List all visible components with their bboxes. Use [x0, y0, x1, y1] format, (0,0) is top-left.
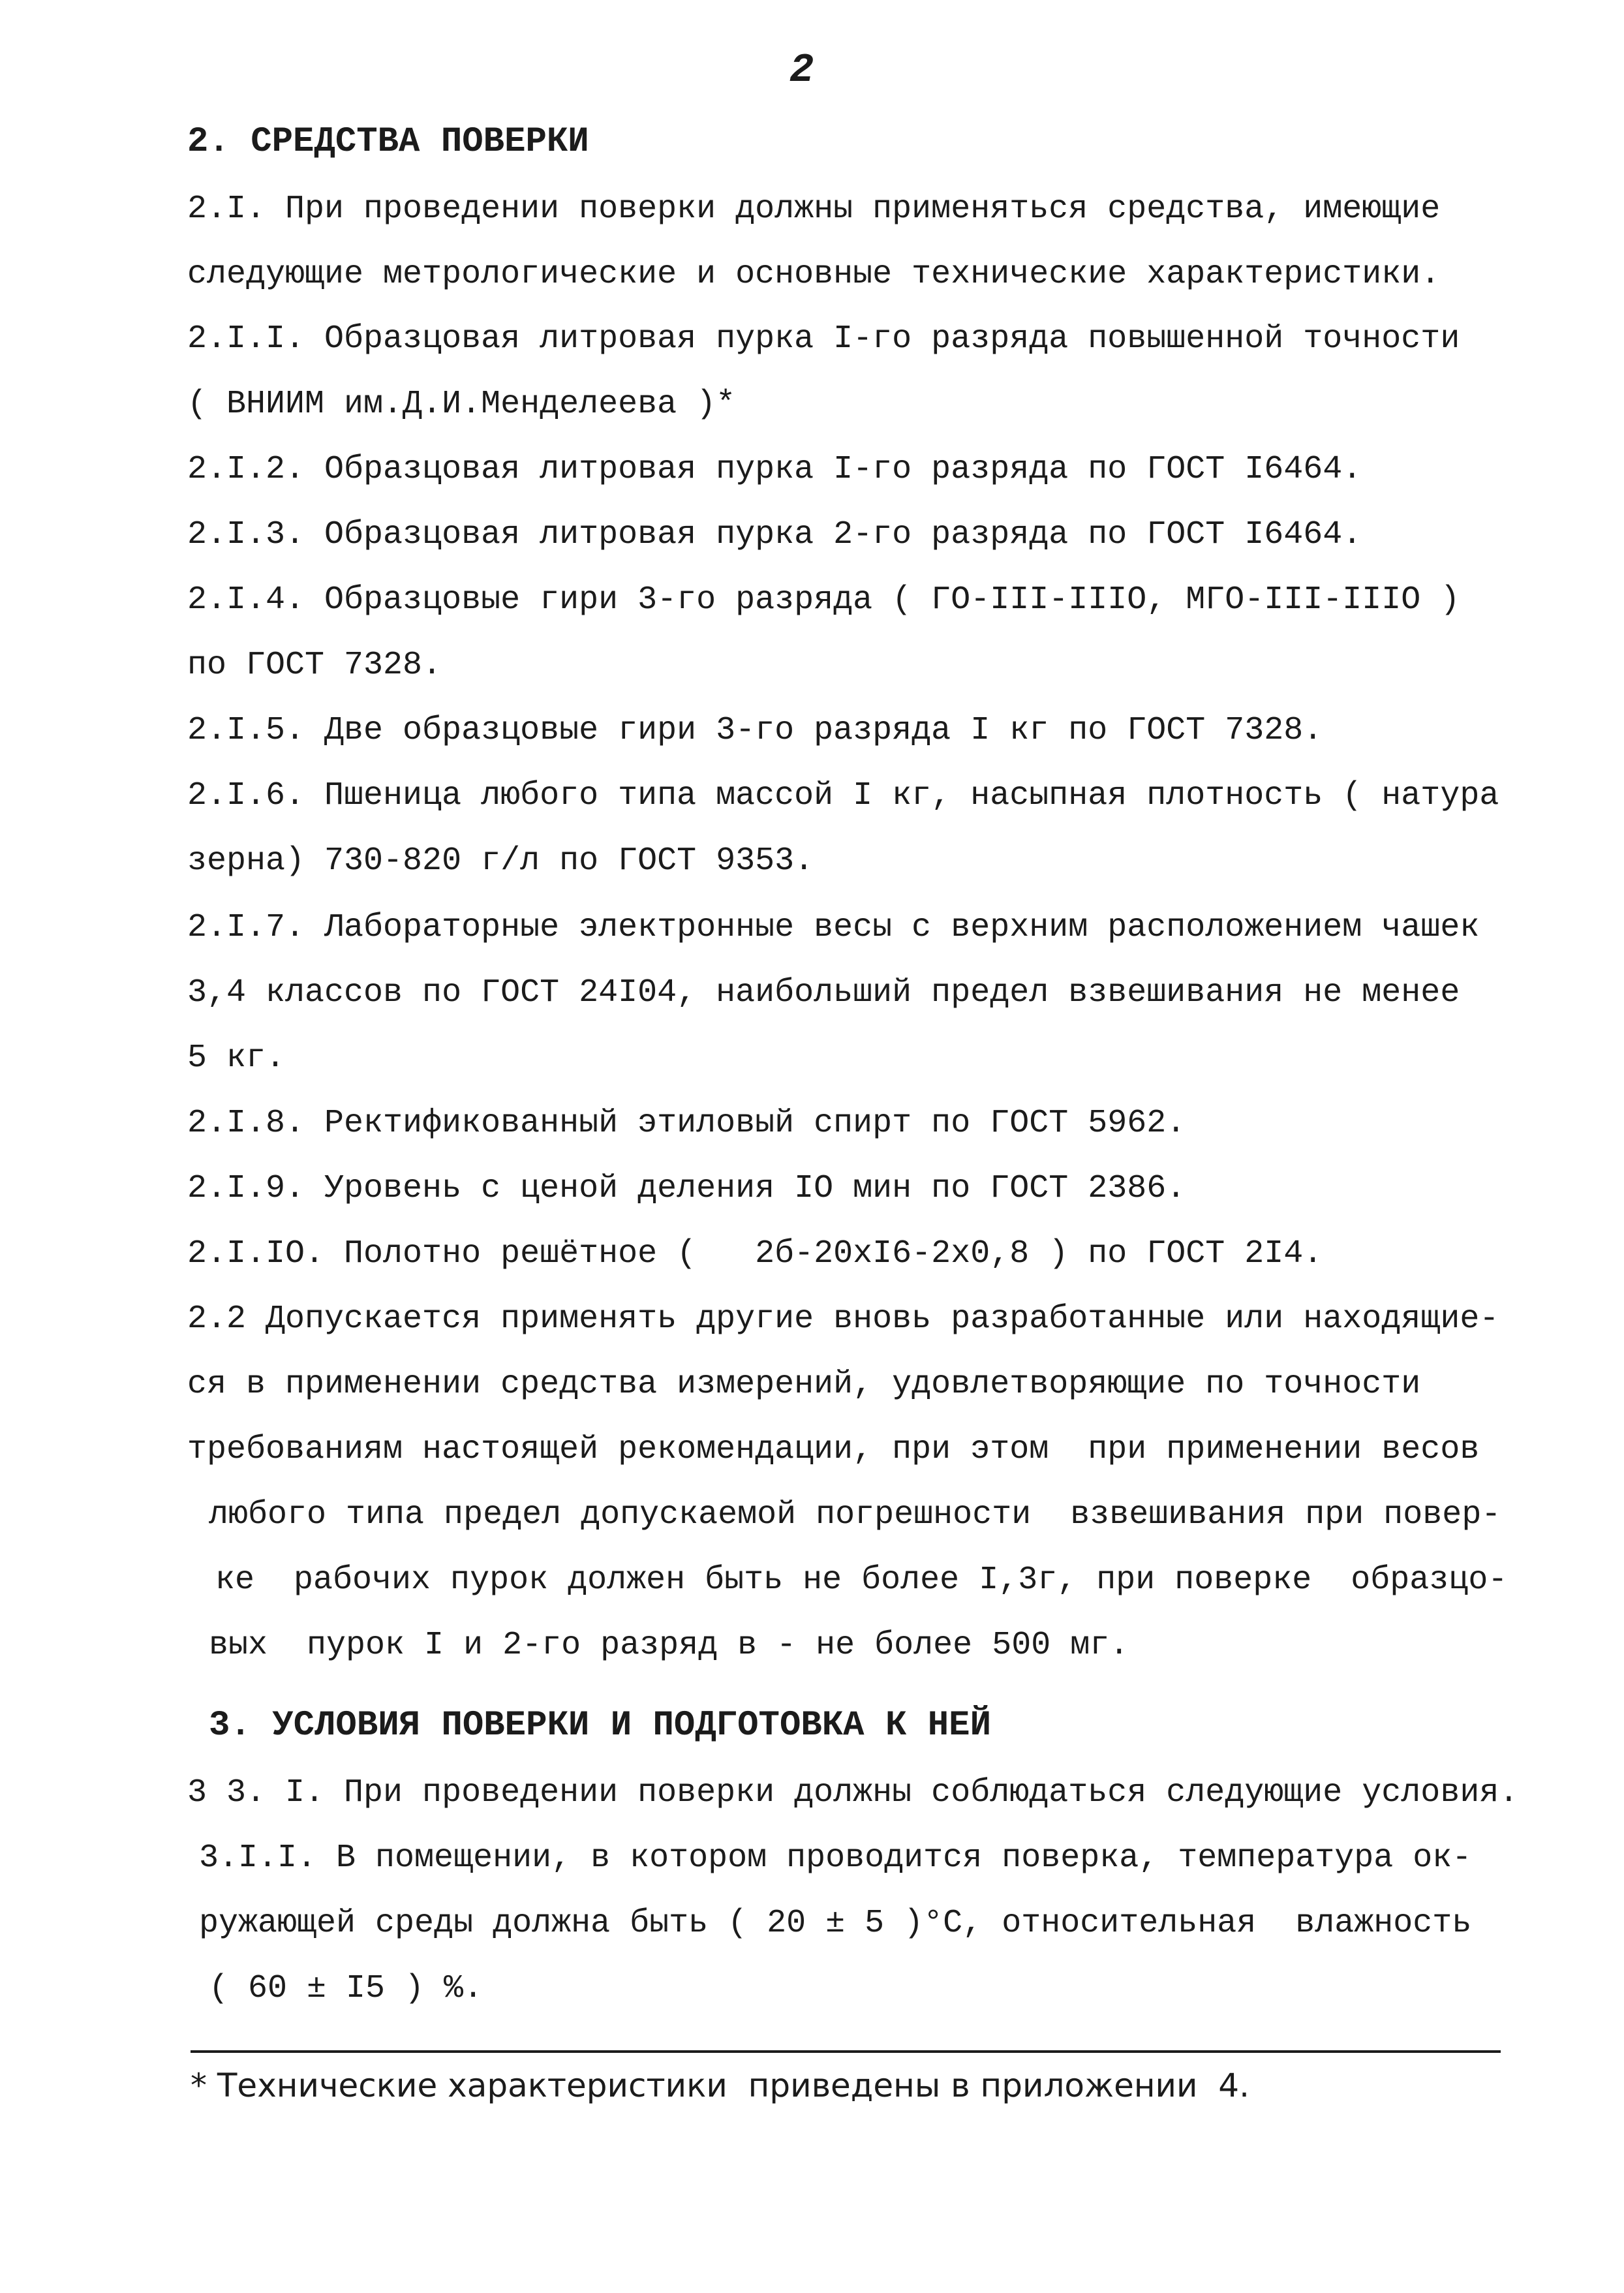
text-line: любого типа предел допускаемой погрешности взвешивания при повер- [209, 1496, 1501, 1533]
section-3-heading: 3. УСЛОВИЯ ПОВЕРКИ И ПОДГОТОВКА К НЕЙ [209, 1706, 991, 1746]
text-line: 2.I.9. Уровень с ценой деления IO мин по ГОСТ 2386. [187, 1170, 1186, 1207]
footnote: * Технические характеристики приведены в приложении 4. [191, 2067, 1249, 2104]
text-line: 2.I.2. Образцовая литровая пурка I-го разряда по ГОСТ I6464. [187, 451, 1362, 488]
text-line: зерна) 730-820 г/л по ГОСТ 9353. [187, 842, 814, 880]
text-line: 2.2 Допускается применять другие вновь разработанные или находящие- [187, 1300, 1499, 1338]
text-line: 5 кг. [187, 1039, 286, 1077]
page-number: 2 [789, 47, 814, 93]
section-2-heading: 2. СРЕДСТВА ПОВЕРКИ [187, 122, 589, 162]
text-line: 2.I.I. Образцовая литровая пурка I-го разряда повышенной точности [187, 320, 1460, 358]
text-line: 2.I.8. Ректификованный этиловый спирт по ГОСТ 5962. [187, 1105, 1186, 1142]
text-line: следующие метрологические и основные технические характеристики. [187, 256, 1441, 293]
text-line: 2.I.4. Образцовые гири 3-го разряда ( ГО-III-IIIO, МГО-III-IIIO ) [187, 581, 1460, 619]
text-line: ( ВНИИМ им.Д.И.Менделеева )* [187, 386, 736, 423]
text-line: 2.I.3. Образцовая литровая пурка 2-го разряда по ГОСТ I6464. [187, 516, 1362, 553]
text-line: 2.I.7. Лабораторные электронные весы с верхним расположением чашек [187, 909, 1480, 946]
text-line: 2.I.IO. Полотно решётное ( 2б-20хI6-2х0,8 ) по ГОСТ 2I4. [187, 1235, 1323, 1272]
text-line: ( 60 ± I5 ) %. [209, 1970, 483, 2007]
footnote-divider [191, 2050, 1501, 2053]
text-line: 2.I.6. Пшеница любого типа массой I кг, насыпная плотность ( натура [187, 777, 1499, 814]
text-line: ружающей среды должна быть ( 20 ± 5 )°С, относительная влажность [199, 1905, 1472, 1942]
text-line: ся в применении средства измерений, удовлетворяющие по точности [187, 1366, 1421, 1403]
text-line: вых пурок I и 2-го разряд в - не более 500 мг. [209, 1627, 1129, 1664]
text-line: требованиям настоящей рекомендации, при этом при применении весов [187, 1431, 1480, 1468]
text-line: по ГОСТ 7328. [187, 647, 442, 684]
text-line: 2.I.5. Две образцовые гири 3-го разряда I кг по ГОСТ 7328. [187, 712, 1323, 749]
text-line: 3.I.I. В помещении, в котором проводится поверка, температура ок- [199, 1839, 1472, 1877]
text-line: ке рабочих пурок должен быть не более I,3г, при поверке образцо- [215, 1562, 1508, 1599]
text-line: 2.I. При проведении поверки должны применяться средства, имеющие [187, 191, 1441, 228]
text-line: 3 3. I. При проведении поверки должны соблюдаться следующие условия. [187, 1774, 1519, 1811]
text-line: 3,4 классов по ГОСТ 24I04, наибольший предел взвешивания не менее [187, 974, 1460, 1011]
